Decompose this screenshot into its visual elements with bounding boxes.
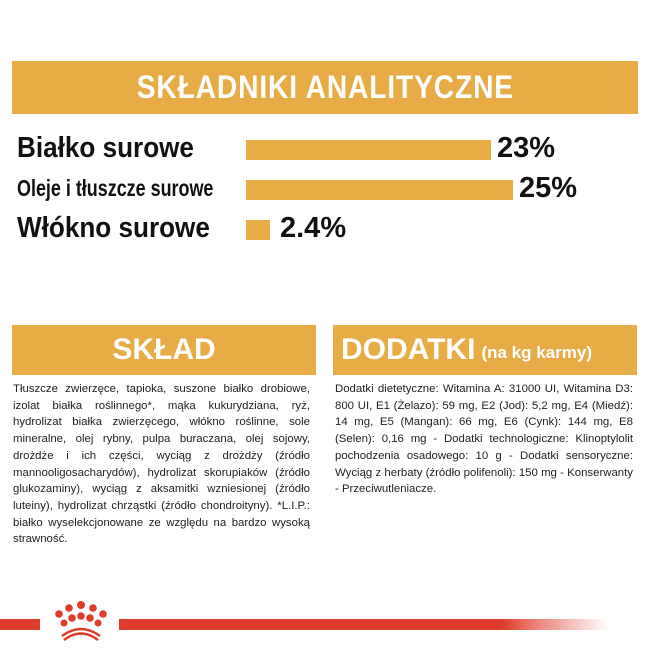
analytics-row-protein <box>0 132 650 168</box>
analytics-header-banner <box>12 61 638 114</box>
row-value: 25% <box>519 172 578 204</box>
fibre-bar <box>246 220 270 240</box>
sklad-header <box>12 325 316 375</box>
footer-stripe-right <box>119 619 609 630</box>
row-value: 23% <box>497 132 556 164</box>
dodatki-header <box>333 325 637 375</box>
row-value: 2.4% <box>280 212 347 244</box>
analytics-title: SKŁADNIKI ANALITYCZNE <box>136 69 514 105</box>
row-label: Białko surowe <box>17 132 194 164</box>
footer-stripe-left <box>0 619 40 630</box>
row-label: Oleje i tłuszcze surowe <box>17 175 214 201</box>
row-label: Włókno surowe <box>17 212 210 244</box>
protein-bar <box>246 140 491 160</box>
royal-canin-crown-icon <box>44 596 118 646</box>
analytics-row-fibre <box>0 212 650 248</box>
analytics-row-fat <box>0 172 650 208</box>
dodatki-title: DODATKI <box>341 333 476 366</box>
fat-bar <box>246 180 513 200</box>
sklad-title: SKŁAD <box>112 333 216 366</box>
dodatki-text: Dodatki dietetyczne: Witamina A: 31000 UI, Witamina D3: 800 UI, E1 (Żelazo): 59 mg, E2 (Jod): 5,2 mg, E4 (Miedź): 14 mg, E5 (Mangan): 66 mg, E6 (Cynk): 144 mg, E8 (Selen): 0,16 mg - Dodatki technologiczne: Klinoptylolit pochodzenia osadowego: 10 g - Dodatki sensoryczne: Wyciąg z herbaty (źródło polifenoli): 150 mg - Konserwanty - Przeciwutleniacze. <box>335 383 633 496</box>
sklad-text: Tłuszcze zwierzęce, tapioka, suszone białko drobiowe, izolat białka roślinnego*, mąka kukurydziana, ryż, hydrolizat białka zwierzęcego, włókno roślinne, sole mineralne, olej rybny, pulpa buraczana, olej sojowy, drożdże i ich części, wyciąg z drożdży (źródło mannooligosacharydów), hydrolizat skorupiaków (źródło glukozaminy), wyciąg z aksamitki wzniesionej (źródło luteiny), hydrolizat chrząstki (źródło chondroityny). *L.I.P.: białko wyselekcjonowane ze względu na bardzo wysoką strawność. <box>13 383 310 546</box>
dodatki-subtitle: (na kg karmy) <box>481 343 592 362</box>
